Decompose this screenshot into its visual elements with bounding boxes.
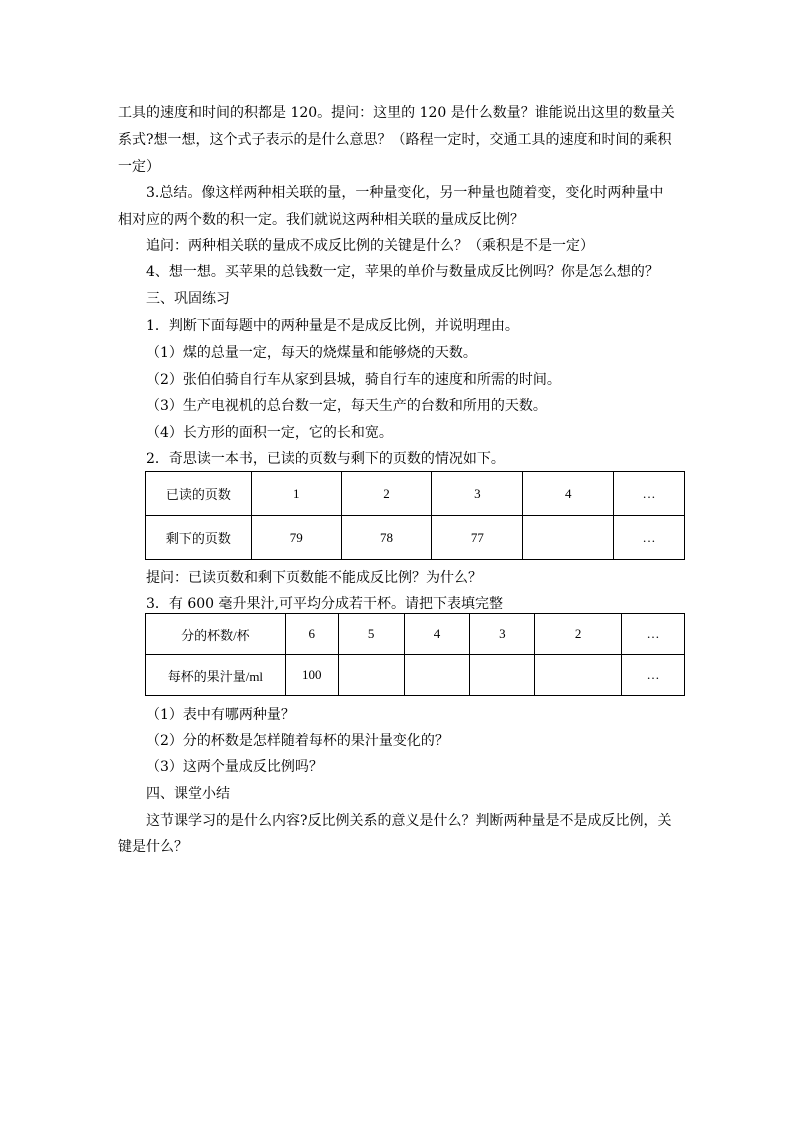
table-cell: 分的杯数/杯 (146, 614, 286, 655)
list-item: （1）表中有哪两种量？ (146, 707, 295, 723)
table-cell (338, 655, 404, 696)
table-row (146, 655, 685, 696)
table-row (146, 614, 685, 655)
table-cell (523, 516, 614, 560)
paragraph-line: 系式?想一想，这个式子表示的是什么意思？（路程一定时，交通工具的速度和时间的乘积 (118, 132, 672, 148)
exercise-title: 1．判断下面每题中的两种量是不是成反比例，并说明理由。 (146, 318, 519, 334)
table-cell: … (622, 614, 685, 655)
list-item: （4）长方形的面积一定，它的长和宽。 (146, 425, 393, 441)
table-cell (535, 655, 622, 696)
table-cell: 2 (341, 472, 432, 516)
table-cell: 已读的页数 (146, 472, 252, 516)
table-cell: 4 (404, 614, 470, 655)
question-text: 提问：已读页数和剩下页数能不能成反比例？为什么？ (146, 570, 482, 586)
table-cell: 3 (470, 614, 535, 655)
table-cell: 每杯的果汁量/ml (146, 655, 286, 696)
section-heading: 四、课堂小结 (146, 786, 230, 802)
table-cell: 3 (432, 472, 523, 516)
table-row (146, 472, 685, 516)
paragraph-line: 一定） (118, 159, 160, 175)
section-heading: 三、巩固练习 (146, 291, 230, 307)
paragraph-line: 4、想一想。买苹果的总钱数一定，苹果的单价与数量成反比例吗？你是怎么想的？ (146, 264, 659, 280)
table-cell (404, 655, 470, 696)
table-cell (470, 655, 535, 696)
list-item: （3）生产电视机的总台数一定，每天生产的台数和所用的天数。 (146, 398, 547, 414)
paragraph-line: 这节课学习的是什么内容?反比例关系的意义是什么？判断两种量是不是成反比例，关 (146, 813, 672, 829)
exercise-title: 3．有 600 毫升果汁,可平均分成若干杯。请把下表填完整 (146, 596, 503, 612)
paragraph-line: 相对应的两个数的积一定。我们就说这两种相关联的量成反比例？ (118, 212, 524, 228)
list-item: （1）煤的总量一定，每天的烧煤量和能够烧的天数。 (146, 345, 477, 361)
table-cell: 5 (338, 614, 404, 655)
table-cell: 剩下的页数 (146, 516, 252, 560)
table-cell: … (614, 472, 685, 516)
table-cell: 78 (341, 516, 432, 560)
table-cell: 1 (251, 472, 341, 516)
paragraph-line: 工具的速度和时间的积都是 120。提问：这里的 120 是什么数量？谁能说出这里的数量关 (118, 105, 675, 121)
table-cell: 4 (523, 472, 614, 516)
table-cell: 77 (432, 516, 523, 560)
table-cell: … (614, 516, 685, 560)
juice-table (145, 613, 685, 696)
list-item: （2）张伯伯骑自行车从家到县城，骑自行车的速度和所需的时间。 (146, 372, 561, 388)
exercise-title: 2．奇思读一本书，已读的页数与剩下的页数的情况如下。 (146, 451, 505, 467)
list-item: （3）这两个量成反比例吗？ (146, 759, 323, 775)
table-cell: 79 (251, 516, 341, 560)
paragraph-line: 3.总结。像这样两种相关联的量，一种量变化，另一种量也随着变，变化时两种量中 (146, 185, 664, 201)
table-cell: 6 (285, 614, 338, 655)
list-item: （2）分的杯数是怎样随着每杯的果汁量变化的？ (146, 733, 449, 749)
table-cell: 2 (535, 614, 622, 655)
table-cell: 100 (285, 655, 338, 696)
paragraph-line: 键是什么？ (118, 839, 188, 855)
table-cell: … (622, 655, 685, 696)
pages-table (145, 471, 685, 560)
paragraph-line: 追问：两种相关联的量成不成反比例的关键是什么？（乘积是不是一定） (146, 238, 594, 254)
table-row (146, 516, 685, 560)
